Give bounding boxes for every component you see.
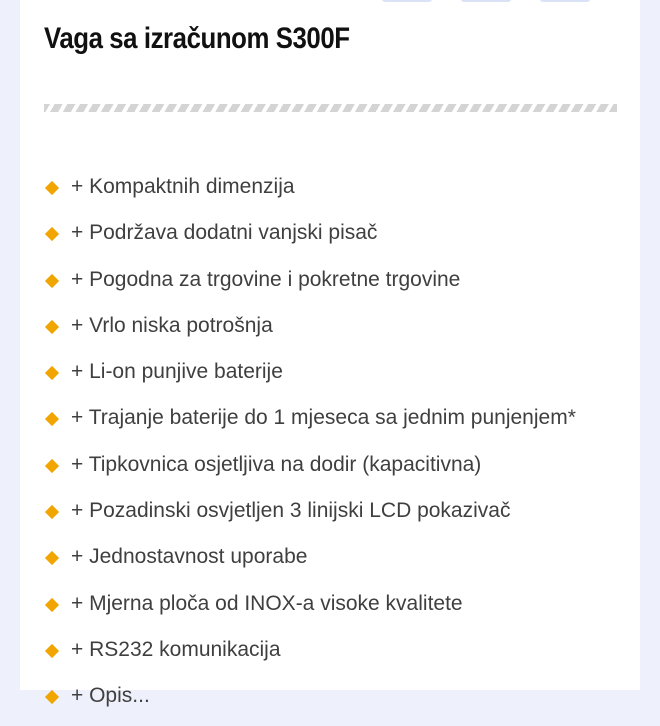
section-divider xyxy=(44,104,617,112)
diamond-bullet-icon xyxy=(45,598,59,612)
feature-item xyxy=(44,540,576,586)
feature-text: + Trajanje baterije do 1 mjeseca sa jednim punjenjem* xyxy=(71,406,576,430)
feature-item xyxy=(44,633,576,679)
thumbnail-3[interactable] xyxy=(540,0,590,2)
feature-text: + Mjerna ploča od INOX-a visoke kvalitete xyxy=(71,591,463,615)
feature-item xyxy=(44,355,576,401)
feature-item xyxy=(44,679,576,725)
product-title: Vaga sa izračunom S300F xyxy=(44,22,350,55)
diamond-bullet-icon xyxy=(45,320,59,334)
diamond-bullet-icon xyxy=(45,505,59,519)
feature-item xyxy=(44,587,576,633)
feature-text: + Pozadinski osvjetljen 3 linijski LCD pokazivač xyxy=(71,499,511,523)
feature-text: + RS232 komunikacija xyxy=(71,637,281,661)
feature-item xyxy=(44,216,576,262)
feature-item xyxy=(44,170,576,216)
feature-text: + Tipkovnica osjetljiva na dodir (kapacitivna) xyxy=(71,452,482,476)
feature-item xyxy=(44,448,576,494)
feature-item xyxy=(44,309,576,355)
feature-text: + Vrlo niska potrošnja xyxy=(71,313,273,337)
diamond-bullet-icon xyxy=(45,412,59,426)
feature-item xyxy=(44,263,576,309)
feature-list xyxy=(44,170,576,726)
thumbnail-2[interactable] xyxy=(461,0,511,2)
feature-item xyxy=(44,401,576,447)
feature-text: + Pogodna za trgovine i pokretne trgovine xyxy=(71,267,461,291)
diamond-bullet-icon xyxy=(45,459,59,473)
feature-text: + Kompaktnih dimenzija xyxy=(71,175,295,198)
feature-text: + Podržava dodatni vanjski pisač xyxy=(71,221,378,245)
feature-item xyxy=(44,494,576,540)
diamond-bullet-icon xyxy=(45,366,59,380)
feature-text: + Opis... xyxy=(71,684,150,708)
diamond-bullet-icon xyxy=(45,690,59,704)
diamond-bullet-icon xyxy=(45,227,59,241)
thumbnail-1[interactable] xyxy=(382,0,432,2)
diamond-bullet-icon xyxy=(45,644,59,658)
diamond-bullet-icon xyxy=(45,551,59,565)
diamond-bullet-icon xyxy=(45,181,59,195)
feature-text: + Jednostavnost uporabe xyxy=(71,545,308,569)
diamond-bullet-icon xyxy=(45,274,59,288)
feature-text: + Li-on punjive baterije xyxy=(71,360,283,384)
product-card xyxy=(20,0,640,708)
